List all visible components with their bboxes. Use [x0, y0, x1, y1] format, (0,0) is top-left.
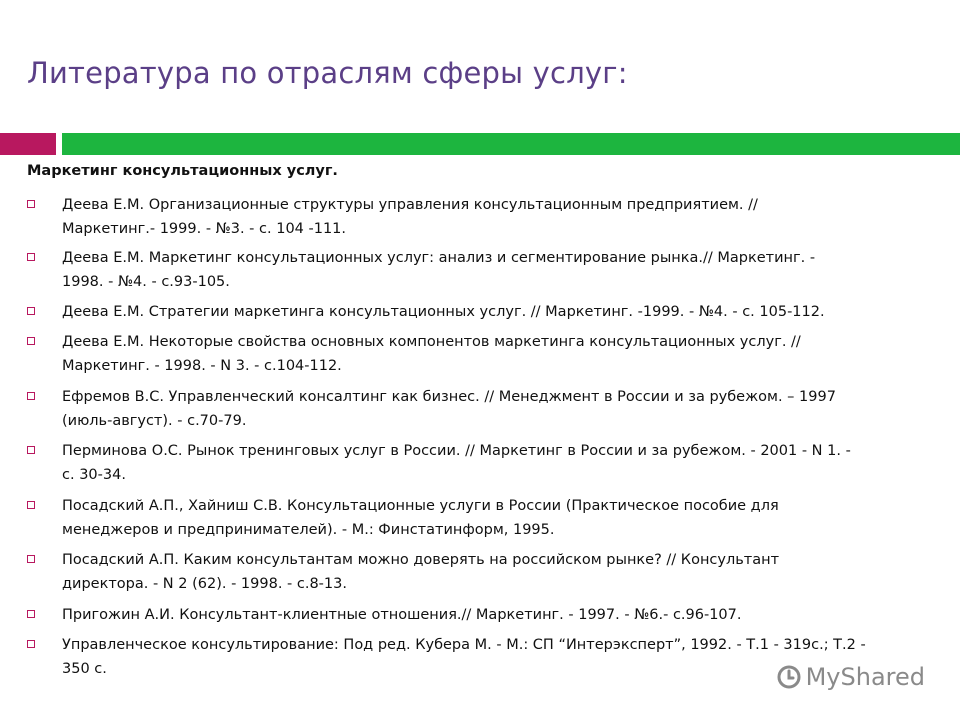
myshared-logo-icon: [777, 665, 801, 689]
square-bullet-icon: [27, 253, 35, 261]
square-bullet-icon: [27, 555, 35, 563]
list-item-text: Посадский А.П. Каким консультантам можно доверять на российском рынке? // Консультант директора. - N 2 (62). - 1998. - с.8-13.: [62, 552, 780, 592]
watermark-text: MyShared: [805, 663, 925, 691]
slide-title: Литература по отраслям сферы услуг:: [27, 56, 628, 90]
accent-bar-left: [0, 133, 56, 155]
watermark: [777, 663, 925, 691]
square-bullet-icon: [27, 640, 35, 648]
square-bullet-icon: [27, 392, 35, 400]
list-item-text: Посадский А.П., Хайниш С.В. Консультационные услуги в России (Практическое пособие для менеджеров и предпринимателей). - М.: Финстатинформ, 1995.: [62, 498, 779, 538]
square-bullet-icon: [27, 501, 35, 509]
square-bullet-icon: [27, 446, 35, 454]
list-item-text: Пригожин А.И. Консультант-клиентные отношения.// Маркетинг. - 1997. - №6.- с.96-107.: [62, 607, 742, 623]
section-subtitle: Маркетинг консультационных услуг.: [27, 163, 338, 179]
square-bullet-icon: [27, 610, 35, 618]
list-item-text: Управленческое консультирование: Под ред. Кубера М. - М.: СП “Интерэксперт”, 1992. - Т.1 - 319с.; Т.2 - 350 с.: [62, 637, 866, 677]
accent-bar-right: [62, 133, 960, 155]
list-item-text: Перминова О.С. Рынок тренинговых услуг в России. // Маркетинг в России и за рубежом. - 2001 - N 1. - с. 30-34.: [62, 443, 851, 483]
square-bullet-icon: [27, 200, 35, 208]
list-item-text: Деева Е.М. Маркетинг консультационных услуг: анализ и сегментирование рынка.// Маркетинг. - 1998. - №4. - с.93-105.: [62, 250, 816, 290]
square-bullet-icon: [27, 307, 35, 315]
list-item-text: Ефремов В.С. Управленческий консалтинг как бизнес. // Менеджмент в России и за рубежом. – 1997 (июль-август). - с.70-79.: [62, 389, 836, 429]
list-item-text: Деева Е.М. Организационные структуры управления консультационным предприятием. // Маркетинг.- 1999. - №3. - с. 104 -111.: [62, 197, 758, 237]
square-bullet-icon: [27, 337, 35, 345]
list-item-text: Деева Е.М. Стратегии маркетинга консультационных услуг. // Маркетинг. -1999. - №4. - с. 105-112.: [62, 304, 825, 320]
list-item-text: Деева Е.М. Некоторые свойства основных компонентов маркетинга консультационных услуг. // Маркетинг. - 1998. - N 3. - с.104-112.: [62, 334, 801, 374]
